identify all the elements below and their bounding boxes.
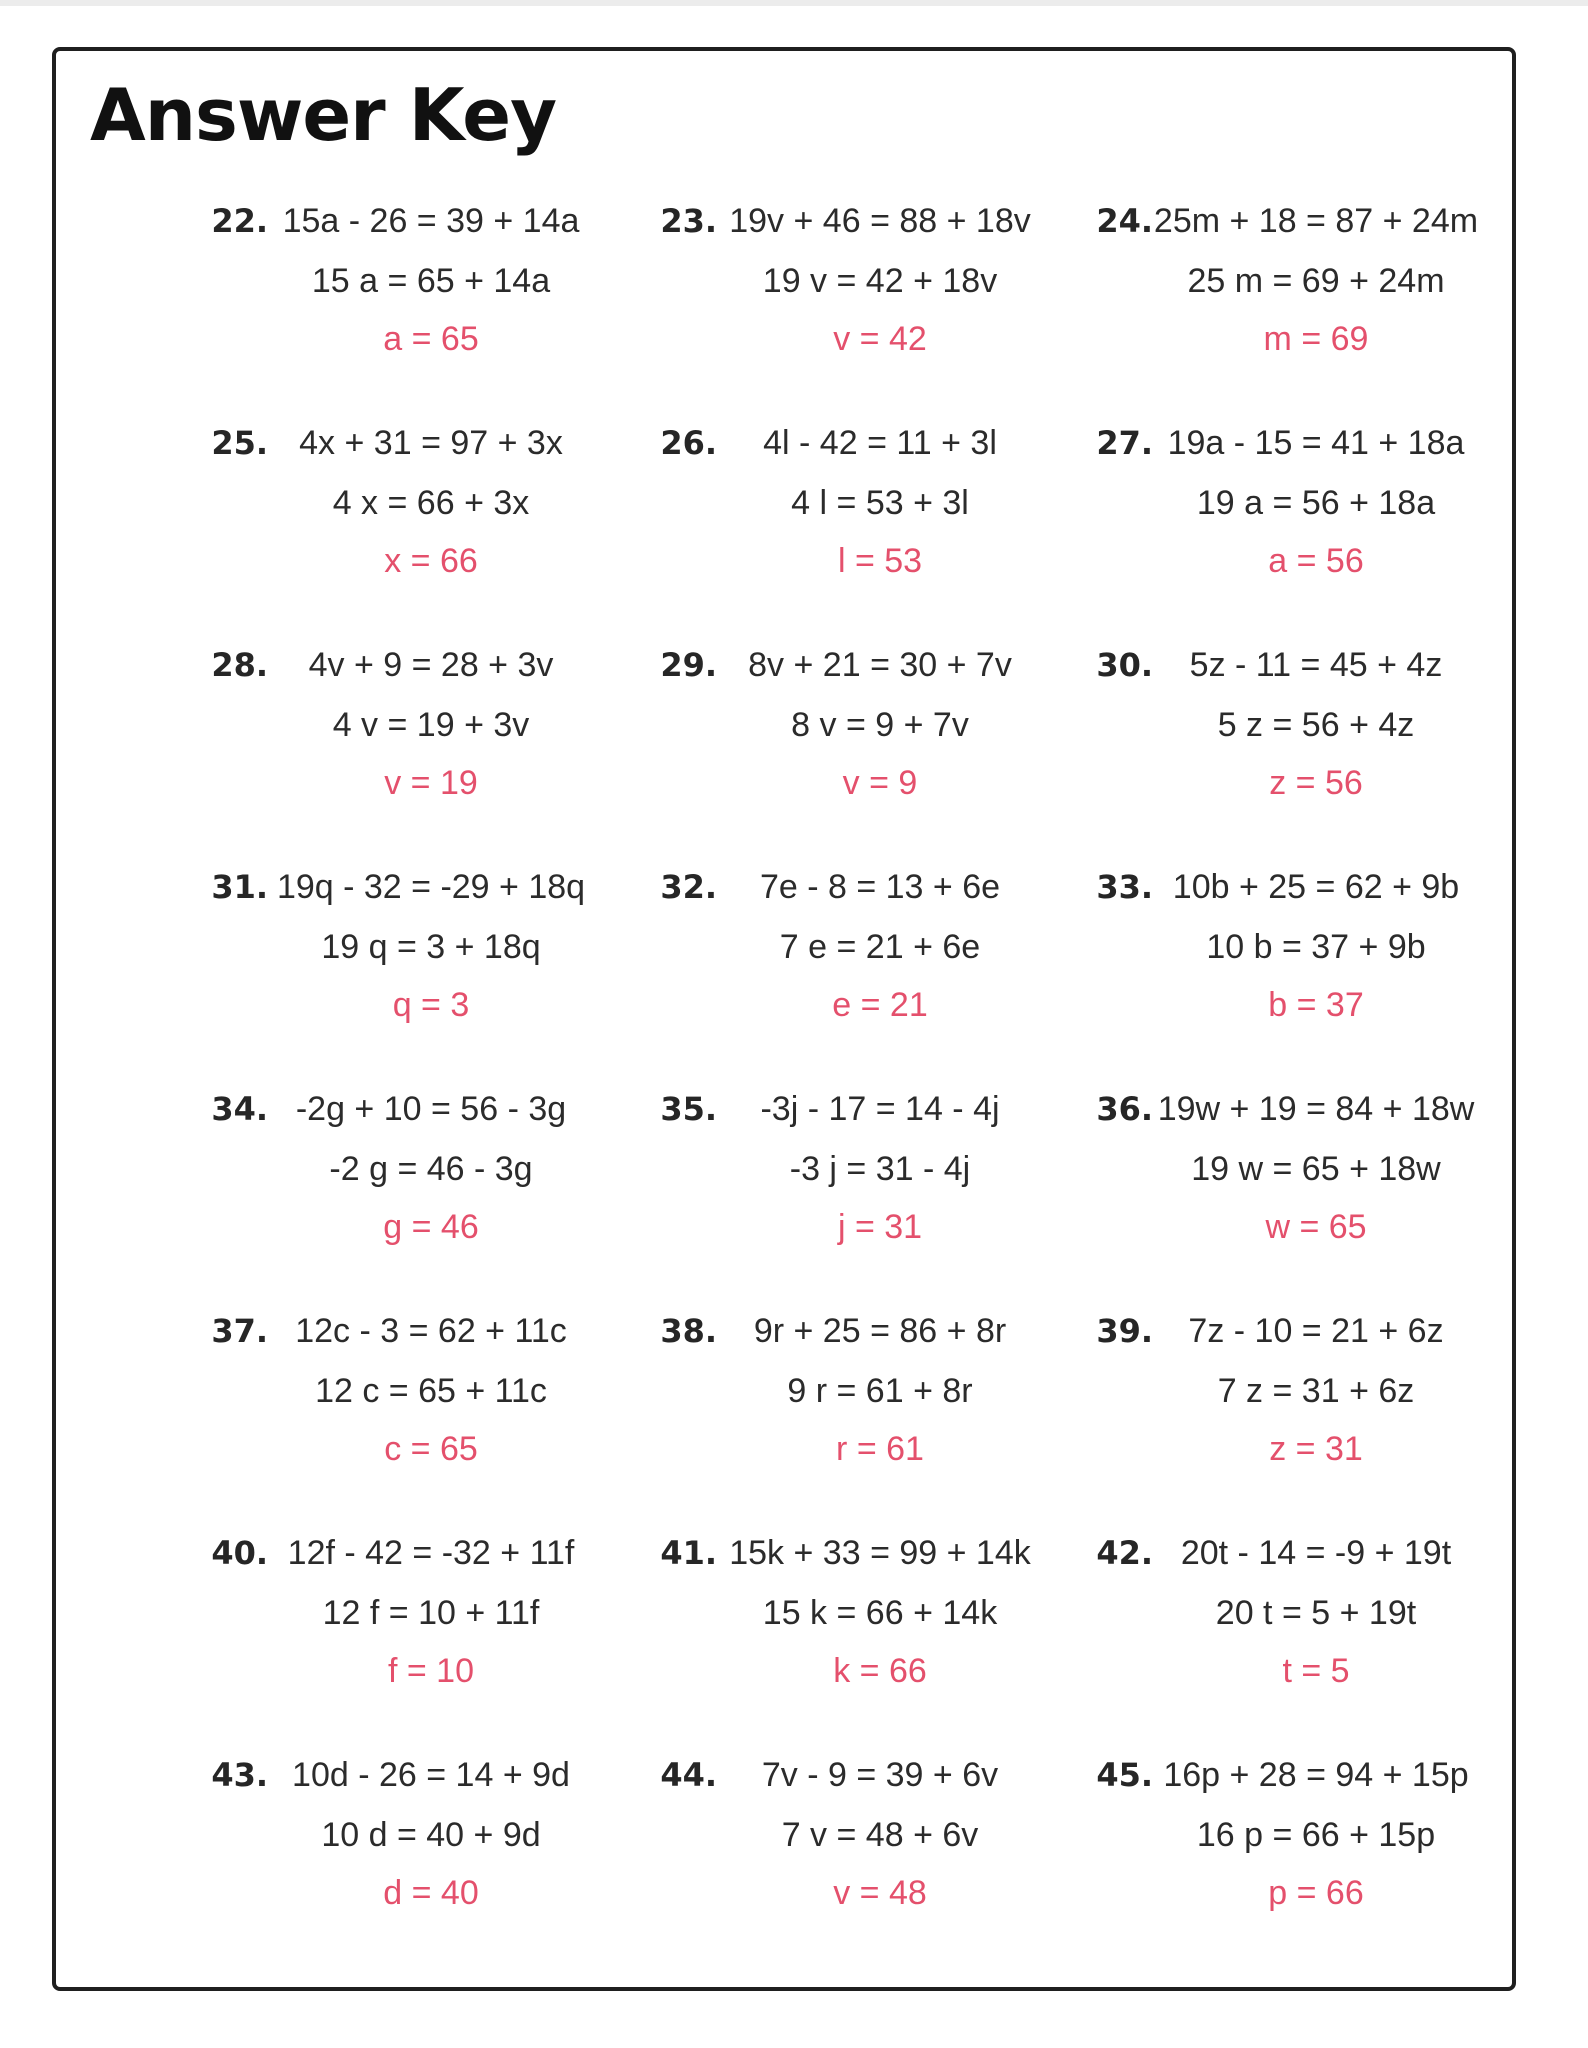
problem-equation: 15k + 33 = 99 + 14k [729,1534,1031,1572]
problem-equation: 4x + 31 = 97 + 3x [299,424,563,462]
problem-item [565,1753,1045,1923]
problem-answer: x = 66 [384,542,478,580]
problems-grid [56,51,1512,1987]
problem-number: 25. [211,424,268,462]
problem-answer: e = 21 [832,986,928,1024]
problem-number: 22. [211,202,268,240]
problem-number: 30. [1096,646,1153,684]
problem-step: 9 r = 61 + 8r [787,1372,973,1410]
problem-step: -3 j = 31 - 4j [789,1150,971,1188]
answer-key-sheet [52,47,1516,1991]
problem-step: -2 g = 46 - 3g [329,1150,533,1188]
problem-number: 36. [1096,1090,1153,1128]
problem-answer: f = 10 [387,1652,474,1690]
problem-item [1001,1531,1481,1701]
problem-number: 38. [660,1312,717,1350]
problem-answer: g = 46 [383,1208,479,1246]
problem-answer: r = 61 [836,1430,924,1468]
problem-item [565,421,1045,591]
problem-number: 33. [1096,868,1153,906]
problem-item [116,199,596,369]
problem-equation: 10b + 25 = 62 + 9b [1172,868,1460,906]
problem-answer: p = 66 [1268,1874,1364,1912]
problem-equation: 4l - 42 = 11 + 3l [763,424,997,462]
problem-equation: 8v + 21 = 30 + 7v [748,646,1012,684]
problem-step: 12 c = 65 + 11c [315,1372,547,1410]
problem-answer: j = 31 [837,1208,923,1246]
problem-answer: z = 31 [1269,1430,1363,1468]
problem-equation: 19w + 19 = 84 + 18w [1157,1090,1475,1128]
problem-number: 45. [1096,1756,1153,1794]
problem-equation: 12c - 3 = 62 + 11c [295,1312,567,1350]
problem-equation: 10d - 26 = 14 + 9d [292,1756,570,1794]
problem-answer: d = 40 [383,1874,479,1912]
problem-equation: 16p + 28 = 94 + 15p [1163,1756,1469,1794]
problem-equation: -2g + 10 = 56 - 3g [295,1090,567,1128]
problem-equation: 4v + 9 = 28 + 3v [308,646,554,684]
problem-item [565,1087,1045,1257]
problem-step: 4 v = 19 + 3v [332,706,530,744]
problem-item [1001,1309,1481,1479]
problem-equation: 25m + 18 = 87 + 24m [1153,202,1479,240]
problem-item [116,1753,596,1923]
page-title: Answer Key [90,73,557,157]
problem-number: 39. [1096,1312,1153,1350]
problem-step: 19 w = 65 + 18w [1191,1150,1441,1188]
problem-item [1001,1087,1481,1257]
problem-item [116,1087,596,1257]
problem-answer: t = 5 [1282,1652,1350,1690]
problem-number: 37. [211,1312,268,1350]
problem-equation: 5z - 11 = 45 + 4z [1189,646,1443,684]
problem-equation: 19a - 15 = 41 + 18a [1167,424,1465,462]
problem-answer: v = 48 [833,1874,927,1912]
problem-equation: -3j - 17 = 14 - 4j [760,1090,1000,1128]
problem-answer: l = 53 [837,542,923,580]
problem-number: 41. [660,1534,717,1572]
top-edge [0,0,1588,6]
problem-equation: 19q - 32 = -29 + 18q [276,868,586,906]
problem-number: 43. [211,1756,268,1794]
problem-item [116,865,596,1035]
problem-equation: 19v + 46 = 88 + 18v [729,202,1031,240]
problem-answer: a = 65 [383,320,479,358]
problem-step: 20 t = 5 + 19t [1215,1594,1417,1632]
problem-item [565,865,1045,1035]
problem-answer: z = 56 [1269,764,1363,802]
problem-step: 7 v = 48 + 6v [781,1816,979,1854]
problem-item [1001,199,1481,369]
problem-step: 25 m = 69 + 24m [1187,262,1445,300]
problem-answer: c = 65 [384,1430,478,1468]
problem-item [565,1309,1045,1479]
problem-equation: 7e - 8 = 13 + 6e [759,868,1001,906]
problem-answer: a = 56 [1268,542,1364,580]
problem-step: 19 a = 56 + 18a [1196,484,1436,522]
problem-number: 35. [660,1090,717,1128]
problem-item [116,421,596,591]
problem-item [1001,1753,1481,1923]
problem-number: 44. [660,1756,717,1794]
problem-item [116,1531,596,1701]
problem-step: 7 z = 31 + 6z [1217,1372,1415,1410]
problem-equation: 9r + 25 = 86 + 8r [753,1312,1007,1350]
problem-answer: v = 9 [842,764,918,802]
problem-step: 15 a = 65 + 14a [311,262,551,300]
problem-item [116,643,596,813]
problem-step: 4 x = 66 + 3x [332,484,530,522]
problem-step: 15 k = 66 + 14k [762,1594,998,1632]
problem-answer: k = 66 [833,1652,927,1690]
problem-number: 42. [1096,1534,1153,1572]
problem-step: 5 z = 56 + 4z [1217,706,1415,744]
problem-item [1001,643,1481,813]
problem-answer: v = 19 [384,764,478,802]
problem-equation: 12f - 42 = -32 + 11f [287,1534,575,1572]
problem-answer: w = 65 [1265,1208,1367,1246]
problem-number: 40. [211,1534,268,1572]
problem-number: 24. [1096,202,1153,240]
problem-equation: 7z - 10 = 21 + 6z [1188,1312,1444,1350]
problem-number: 28. [211,646,268,684]
problem-answer: q = 3 [392,986,470,1024]
problem-answer: m = 69 [1263,320,1369,358]
problem-answer: b = 37 [1268,986,1364,1024]
problem-item [565,643,1045,813]
problem-answer: v = 42 [833,320,927,358]
problem-item [565,199,1045,369]
problem-step: 12 f = 10 + 11f [322,1594,540,1632]
problem-step: 10 d = 40 + 9d [321,1816,541,1854]
problem-equation: 20t - 14 = -9 + 19t [1180,1534,1452,1572]
problem-item [116,1309,596,1479]
problem-item [1001,421,1481,591]
problem-equation: 15a - 26 = 39 + 14a [282,202,580,240]
problem-number: 26. [660,424,717,462]
problem-step: 8 v = 9 + 7v [791,706,969,744]
problem-item [1001,865,1481,1035]
problem-step: 16 p = 66 + 15p [1196,1816,1436,1854]
problem-step: 19 v = 42 + 18v [762,262,998,300]
problem-number: 32. [660,868,717,906]
problem-step: 7 e = 21 + 6e [779,928,981,966]
problem-number: 23. [660,202,717,240]
problem-equation: 7v - 9 = 39 + 6v [761,1756,999,1794]
problem-step: 4 l = 53 + 3l [791,484,969,522]
problem-number: 27. [1096,424,1153,462]
problem-number: 29. [660,646,717,684]
problem-step: 10 b = 37 + 9b [1206,928,1426,966]
problem-number: 31. [211,868,268,906]
problem-item [565,1531,1045,1701]
problem-number: 34. [211,1090,268,1128]
problem-step: 19 q = 3 + 18q [321,928,541,966]
